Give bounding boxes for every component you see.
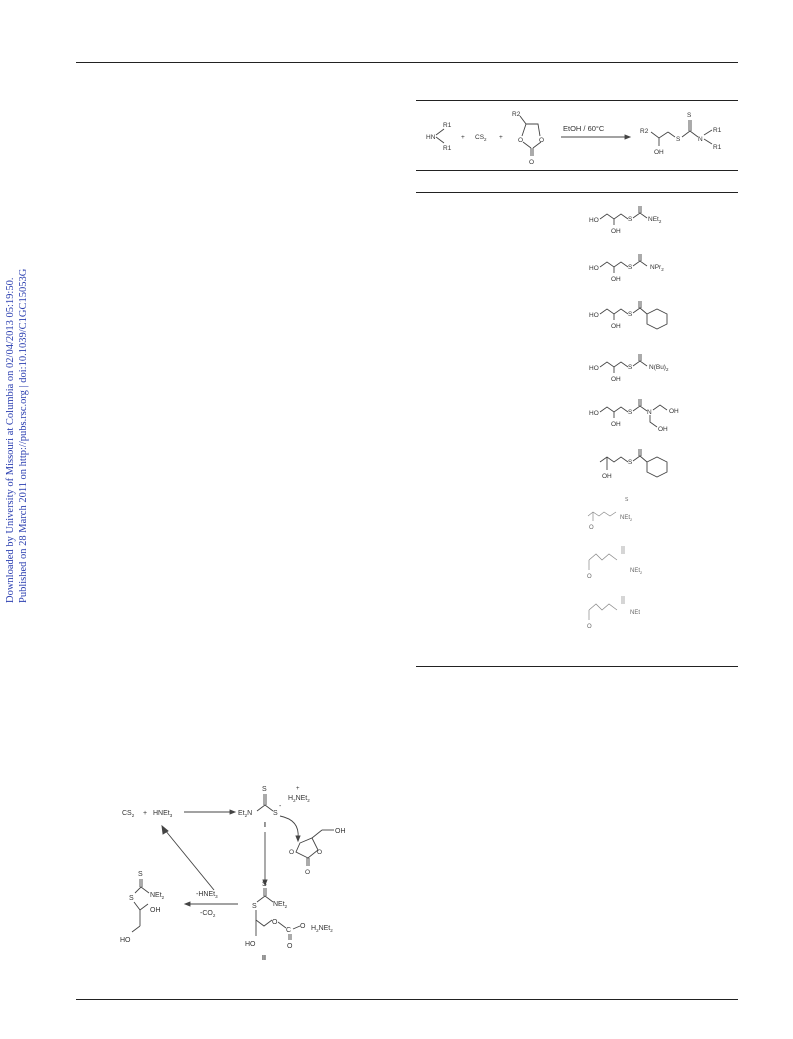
- label-I: I: [264, 822, 266, 829]
- prod-s: S: [129, 895, 134, 902]
- plus-2: +: [499, 134, 503, 141]
- carbonate-r2: R2: [512, 111, 521, 118]
- product-thione-s: S: [687, 112, 692, 119]
- s9-o: O: [587, 624, 592, 630]
- ring-o-right: O: [539, 137, 545, 144]
- download-notice: [0, 0, 40, 1039]
- cs2: $CS_2$: [475, 134, 487, 142]
- reaction-scheme: [416, 100, 738, 170]
- s4-ho: HO: [589, 365, 599, 372]
- product-r1-bottom: R1: [713, 144, 722, 151]
- s5-n: N: [647, 409, 652, 416]
- plus-1: +: [461, 134, 465, 141]
- s3-oh: OH: [611, 323, 621, 330]
- mech-s-minus: S: [273, 810, 278, 817]
- table-bottom-rule: [416, 666, 738, 667]
- s1-net2: NEt$_2$: [648, 216, 662, 224]
- amine-n: HN: [426, 134, 436, 141]
- product-n: N: [698, 136, 703, 143]
- download-line: Downloaded by University of Missouri at Columbia on 02/04/2013 05:19:50.: [5, 277, 16, 603]
- prod-net2: NEt$_2$: [150, 892, 165, 900]
- structure-6: [600, 449, 667, 480]
- prod-ho: HO: [120, 937, 131, 944]
- header-rule: [76, 62, 738, 63]
- s7-s: S: [625, 497, 629, 503]
- ring-o-left: O: [289, 849, 295, 856]
- structure-8: [587, 546, 643, 580]
- carbonyl-o: O: [529, 159, 535, 166]
- table-scheme-rule: [416, 170, 738, 171]
- int-s-top: S: [262, 881, 267, 888]
- s1-ho: HO: [589, 217, 599, 224]
- prod-s-top: S: [138, 871, 143, 878]
- mech-h2net2: $H_2NEt_2$: [288, 795, 310, 803]
- int-s: S: [252, 903, 257, 910]
- product-r1-top: R1: [713, 127, 722, 134]
- s5-ho: HO: [589, 410, 599, 417]
- amine-r1-top: R1: [443, 122, 452, 129]
- mech-s-top: S: [262, 786, 267, 793]
- product-s: S: [676, 136, 681, 143]
- s5-s: S: [628, 409, 633, 416]
- s5-oh-bottom: OH: [658, 426, 668, 433]
- ring-o-bottom: O: [305, 869, 311, 876]
- table-structures: [580, 200, 690, 640]
- structure-1: [589, 206, 662, 235]
- s5-oh: OH: [611, 421, 621, 428]
- mech-minus: -: [279, 803, 282, 810]
- mech-oh-right: OH: [335, 828, 346, 835]
- mech-cs2: $CS_2$: [122, 810, 135, 818]
- int-o: O: [272, 919, 278, 926]
- mechanism-scheme: [110, 780, 370, 970]
- minus-co2: $-CO_2$: [200, 910, 216, 918]
- mech-plus-h: +: [296, 786, 300, 792]
- table-header-rule: [416, 192, 738, 193]
- structure-9: [587, 596, 640, 630]
- s2-s: S: [628, 264, 633, 271]
- s2-ho: HO: [589, 265, 599, 272]
- s3-s: S: [628, 311, 633, 318]
- mech-hnet3: HNEt$_3$: [153, 810, 173, 818]
- amine-r1-bottom: R1: [443, 145, 452, 152]
- minus-hnet3: -HNEt$_3$: [196, 891, 218, 899]
- s1-s: S: [628, 216, 633, 223]
- structure-2: [589, 254, 664, 283]
- int-o2: O: [287, 943, 293, 950]
- mech-plus: +: [143, 810, 148, 817]
- s8-o: O: [587, 574, 592, 580]
- structure-5: [589, 399, 679, 433]
- s7-net2: NEt$_2$: [620, 515, 633, 522]
- int-net2: NEt$_2$: [273, 901, 288, 909]
- mech-et2n: $Et_2N$: [238, 810, 253, 818]
- structure-3: [589, 301, 667, 330]
- s4-nbu2: $N(Bu)_2$: [649, 364, 669, 372]
- int-ho: HO: [245, 941, 256, 948]
- structure-7: [588, 497, 633, 531]
- ring-o-left: O: [518, 137, 524, 144]
- s6-oh: OH: [602, 473, 612, 480]
- conditions: EtOH / 60°C: [563, 124, 605, 133]
- s9-net2: NEt: [630, 610, 641, 616]
- product-r2: R2: [640, 128, 649, 135]
- int-h2net2: $H_2NEt_2$: [311, 925, 333, 933]
- structure-4: [589, 354, 669, 383]
- ring-o-right: O: [317, 849, 323, 856]
- int-o-minus: O: [300, 923, 306, 930]
- s3-ho: HO: [589, 312, 599, 319]
- published-line: Published on 28 March 2011 on http://pubs.rsc.org | doi:10.1039/C1GC15053G: [18, 268, 29, 603]
- footer-rule: [76, 999, 738, 1000]
- s2-npr2: NPr$_2$: [650, 264, 664, 272]
- s1-oh: OH: [611, 228, 621, 235]
- prod-oh: OH: [150, 907, 161, 914]
- s4-s: S: [628, 364, 633, 371]
- s2-oh: OH: [611, 276, 621, 283]
- s7-o: O: [589, 525, 594, 531]
- s5-oh-right: OH: [669, 408, 679, 415]
- int-c: C: [286, 927, 292, 934]
- s4-oh: OH: [611, 376, 621, 383]
- product-oh: OH: [654, 149, 664, 156]
- label-II: II: [262, 955, 266, 962]
- s6-s: S: [628, 459, 633, 466]
- s8-net2: NEt$_2$: [630, 568, 643, 575]
